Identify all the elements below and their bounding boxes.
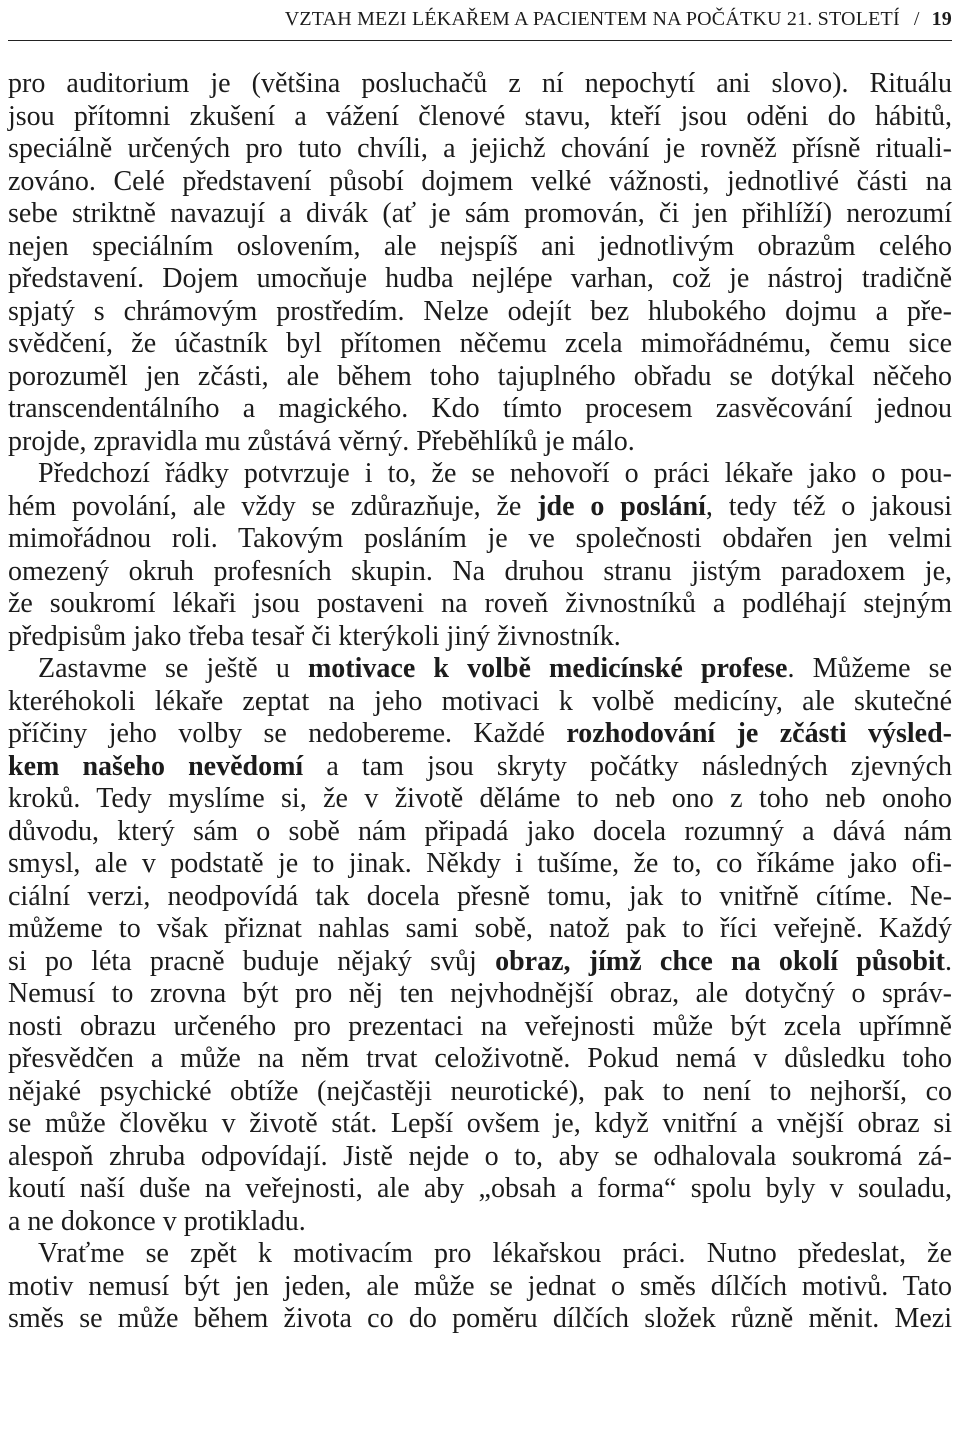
text-line: smysl, ale v podstatě je to jinak. Někdy i tušíme, že to, co říkáme jako ofi- (8, 848, 952, 879)
text-line: mimořádnou roli. Takovým posláním je ve společnosti obdařen jen velmi (8, 523, 952, 554)
text-line: transcendentálního a magického. Kdo tímto procesem zasvěcování jednou (8, 393, 952, 424)
text-line: omezený okruh profesních skupin. Na druhou stranu jistým paradoxem je, (8, 555, 952, 587)
text-run: , tedy též o jakousi (705, 490, 952, 522)
emphasis-text: rozhodování je zčásti výsled- (566, 718, 952, 749)
text-line: Vraťme se zpět k motivacím pro lékařskou práci. Nutno předeslat, že (38, 1238, 952, 1269)
text-line: spjatý s chrámovým prostředím. Nelze odejít bez hlubokého dojmu a pře- (8, 295, 952, 327)
emphasis-text: kem našeho nevědomí (8, 750, 304, 782)
text-line: Předchozí řádky potvrzuje i to, že se nehovoří o práci lékaře jako o pou- (38, 458, 952, 489)
text-run: a tam jsou skryty počátky následných zjevných (303, 750, 952, 782)
text-line: porozuměl jen zčásti, ale během toho tajuplného obřadu se dotýkal něčeho (8, 360, 952, 392)
emphasis-text: motivace k volbě medicínské profese (307, 653, 788, 684)
running-header (8, 6, 952, 32)
text-line: projde, zpravidla mu zůstává věrný. Přeběhlíků je málo. (8, 425, 635, 457)
text-line: směs se může během života co do poměru dílčích složek různě měnit. Mezi (8, 1303, 952, 1334)
text-line (8, 491, 952, 524)
text-line: kteréhokoli lékaře zeptat na jeho motivaci k volbě medicíny, ale skutečné (8, 685, 952, 717)
text-line: jsou přítomni zkušení a vážení členové stavu, kteří jsou oděni do hábitů, (8, 100, 952, 132)
text-line: svědčení, že účastník byl přítomen něčemu zcela mimořádnému, čemu sice (8, 328, 952, 359)
text-line: zováno. Celé představení působí dojmem velké vážnosti, jednotlivé části na (8, 165, 952, 197)
running-title: VZTAH MEZI LÉKAŘEM A PACIENTEM NA POČÁTKU 21. STOLETÍ (284, 8, 900, 30)
text-run: . (945, 945, 952, 977)
text-line: kroků. Tedy myslíme si, že v životě děláme to neb ono z toho neb onoho (8, 783, 952, 814)
emphasis-text: jde o poslání (537, 490, 706, 522)
text-line: koutí naší duše na veřejnosti, ale aby „obsah a forma“ spolu byly v souladu, (8, 1173, 952, 1204)
text-line (8, 946, 952, 979)
header-separator: / (913, 8, 920, 30)
text-run: příčiny jeho volby se nedobereme. Každé (8, 718, 567, 749)
text-line: nosti obrazu určeného pro prezentaci na veřejnosti může být zcela upřímně (8, 1010, 952, 1042)
text-run: si po léta pracně buduje nějaký svůj (8, 945, 496, 977)
text-line: důvodu, který sám o sobě nám připadá jako docela rozumný a dává nám (8, 815, 952, 847)
text-run: Zastavme se ještě u (38, 653, 308, 684)
text-line: ciální verzi, neodpovídá tak docela přesně tomu, jak to vnitřně cítíme. Ne- (8, 880, 952, 912)
text-run: hém povolání, ale vždy se zdůrazňuje, že (8, 490, 538, 522)
text-line: můžeme to však přiznat nahlas sami sobě, natož pak to říci veřejně. Každý (8, 913, 952, 944)
text-line: nejen speciálním oslovením, ale nejspíš ani jednotlivým obrazům celého (8, 230, 952, 262)
text-line: pro auditorium je (většina posluchačů z ní nepochytí ani slovo). Rituálu (8, 68, 952, 99)
text-line: Nemusí to zrovna být pro něj ten nejvhodnější obraz, ale dotyčný o správ- (8, 978, 952, 1009)
text-line: se může člověku v životě stát. Lepší ovšem je, když vnitřní a vnější obraz si (8, 1108, 952, 1139)
text-line (8, 718, 952, 751)
page-number: 19 (931, 8, 952, 30)
text-line: nějaké psychické obtíže (nejčastěji neurotické), pak to není to nejhorší, co (8, 1075, 952, 1107)
emphasis-text: obraz, jímž chce na okolí působit (495, 945, 945, 977)
text-line: přesvědčen a může na něm trvat celoživotně. Pokud nemá v důsledku toho (8, 1043, 952, 1074)
text-line: představení. Dojem umocňuje hudba nejlépe varhan, což je nástroj tradičně (8, 263, 952, 294)
text-line: motiv nemusí být jen jeden, ale může se jednat o směs dílčích motivů. Tato (8, 1270, 952, 1302)
header-rule (8, 40, 952, 41)
text-line: sebe striktně navazují a divák (ať je sám promován, či jen přihlíží) nerozumí (8, 198, 952, 229)
text-run: . Můžeme se (787, 653, 952, 684)
text-line (8, 751, 952, 784)
text-line: předpisům jako třeba tesař či kterýkoli jiný živnostník. (8, 620, 621, 652)
body-text (8, 68, 952, 1336)
text-line: že soukromí lékaři jsou postaveni na roveň živnostníků a podléhají stejným (8, 588, 952, 619)
text-line: a ne dokonce v protikladu. (8, 1205, 306, 1237)
text-line: speciálně určených pro tuto chvíli, a jejichž chování je rovněž přísně rituali- (8, 133, 952, 164)
text-line (8, 653, 952, 686)
text-line: alespoň zhruba odpovídají. Jistě nejde o to, aby se odhalovala soukromá zá- (8, 1140, 952, 1172)
